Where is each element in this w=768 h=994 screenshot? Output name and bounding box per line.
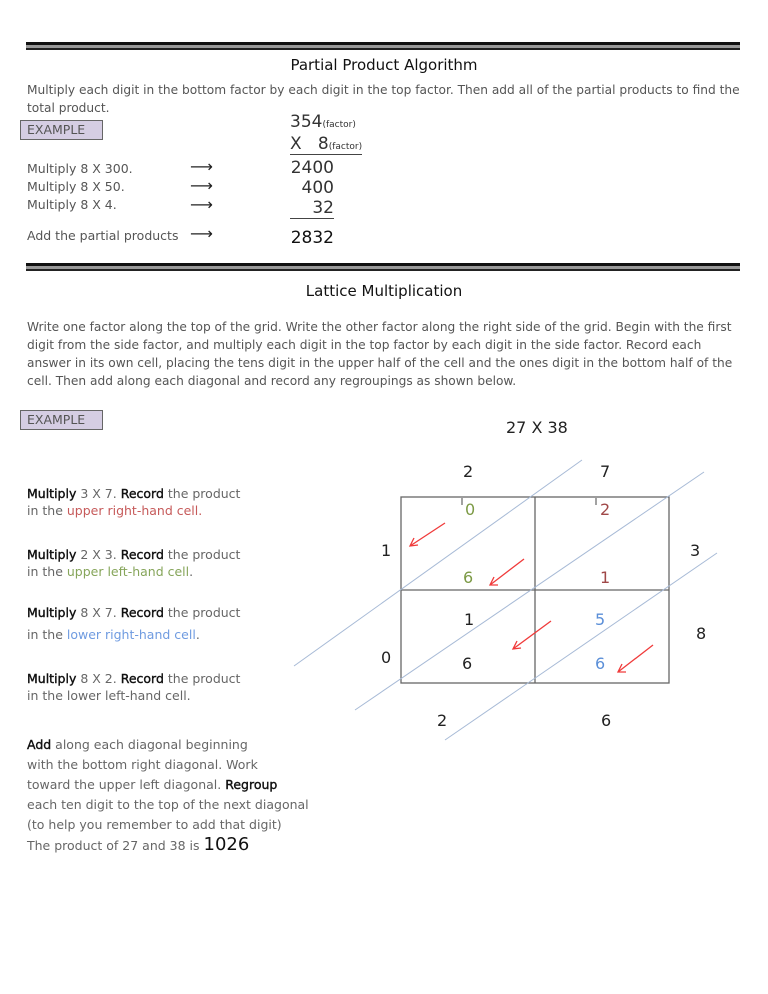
cell-lower-left-tens: 1	[464, 610, 475, 629]
left-digit: 0	[381, 648, 392, 667]
arrow-icon: ⟶	[190, 176, 213, 195]
cell-lower-left-ones: 6	[462, 654, 473, 673]
step-label: Add the partial products	[27, 228, 179, 243]
partial-product: 2400	[290, 158, 334, 178]
bottom-digit: 2	[437, 711, 448, 730]
total-product: 2832	[290, 228, 334, 248]
step-label: Multiply 8 X 4.	[27, 197, 117, 212]
bottom-factor: X 8(factor)	[290, 134, 363, 154]
side-digit: 8	[696, 624, 707, 643]
cell-upper-right-tens: 2	[600, 500, 611, 519]
step-label: Multiply 8 X 50.	[27, 179, 125, 194]
top-digit: 2	[463, 462, 474, 481]
add-instructions: Add along each diagonal beginning with the bottom right diagonal. Work toward the upper left diagonal. Regroup each ten digit to the top of the next diagonal (to help you remember to add that digit) The product of 27 and 38 is 1026	[27, 737, 309, 855]
partial-product-intro: Multiply each digit in the bottom factor by each digit in the top factor. Then add all of the partial products to find the total product.	[27, 83, 740, 115]
lattice-problem: 27 X 38	[506, 418, 568, 437]
final-answer: 1026	[203, 834, 250, 855]
partial-product: 400	[301, 178, 334, 198]
lattice-step-2: Multiply 2 X 3. Record the product in the upper left-hand cell.	[27, 547, 241, 579]
top-factor: 354(factor)	[290, 112, 356, 132]
arrow-icon: ⟶	[190, 224, 213, 243]
cell-upper-right-ones: 1	[600, 568, 611, 587]
side-digit: 3	[690, 541, 701, 560]
lattice-step-4: Multiply 8 X 2. Record the product in the lower left-hand cell.	[27, 671, 241, 703]
cell-upper-left-ones: 6	[463, 568, 474, 587]
example-badge: EXAMPLE	[20, 410, 103, 430]
cell-lower-right-tens: 5	[595, 610, 606, 629]
step-label: Multiply 8 X 300.	[27, 161, 133, 176]
lattice-title: Lattice Multiplication	[305, 282, 463, 300]
cell-upper-left-tens: 0	[465, 500, 476, 519]
left-digit: 1	[381, 541, 392, 560]
lattice-intro: Write one factor along the top of the grid. Write the other factor along the right side of the grid. Begin with the first digit from the side factor, and multiply each digit in the top factor by each digit in the side factor. Record each answer in its own cell, placing the tens digit in the upper half of the cell and the ones digit in the bottom half of the cell. Then add along each diagonal and record any regroupings as shown below.	[27, 320, 733, 388]
partial-product-title: Partial Product Algorithm	[290, 56, 478, 74]
partial-product: 32	[290, 198, 334, 219]
cell-lower-right-ones: 6	[595, 654, 606, 673]
top-digit: 7	[600, 462, 611, 481]
arrow-icon: ⟶	[190, 195, 213, 214]
bottom-digit: 6	[601, 711, 612, 730]
lattice-step-1: Multiply 3 X 7. Record the product in the upper right-hand cell.	[27, 486, 241, 518]
lattice-step-3: Multiply 8 X 7. Record the product in the lower right-hand cell.	[27, 605, 241, 642]
example-badge: EXAMPLE	[20, 120, 103, 140]
arrow-icon: ⟶	[190, 157, 213, 176]
